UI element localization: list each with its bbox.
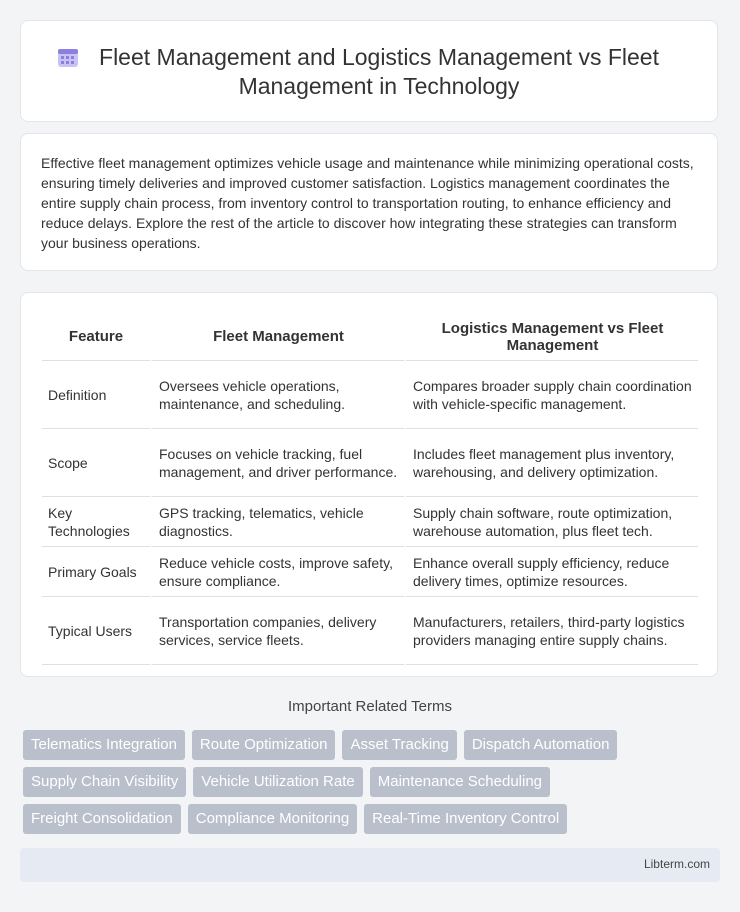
- tag-compliance-monitoring[interactable]: Compliance Monitoring: [188, 804, 357, 834]
- table-row: [42, 361, 698, 429]
- footer: [20, 848, 720, 882]
- table-cell: Scope: [42, 429, 150, 497]
- tag-vehicle-utilization-rate[interactable]: Vehicle Utilization Rate: [193, 767, 362, 797]
- table-row: [42, 497, 698, 547]
- comparison-table: [42, 313, 698, 665]
- table-header: Fleet Management: [150, 313, 404, 361]
- tag-row: [23, 730, 703, 760]
- table-cell: Reduce vehicle costs, improve safety, ensure compliance.: [150, 547, 404, 597]
- footer-source[interactable]: Libterm.com: [643, 857, 710, 871]
- table-cell: Primary Goals: [42, 547, 150, 597]
- tag-freight-consolidation[interactable]: Freight Consolidation: [23, 804, 181, 834]
- tag-maintenance-scheduling[interactable]: Maintenance Scheduling: [370, 767, 550, 797]
- table-header: Feature: [42, 313, 150, 361]
- comparison-card: [20, 292, 718, 677]
- title-card: [20, 20, 718, 122]
- table-cell: Typical Users: [42, 597, 150, 665]
- tag-supply-chain-visibility[interactable]: Supply Chain Visibility: [23, 767, 186, 797]
- table-cell: Includes fleet management plus inventory, warehousing, and delivery optimization.: [404, 429, 698, 497]
- table-cell: Key Technologies: [42, 497, 150, 547]
- table-cell: Oversees vehicle operations, maintenance, and scheduling.: [150, 361, 404, 429]
- related-terms-heading: Important Related Terms: [288, 698, 452, 715]
- table-cell: Manufacturers, retailers, third-party logistics providers managing entire supply chains.: [404, 597, 698, 665]
- page-title: Fleet Management and Logistics Management vs Fleet Management in Technology: [99, 44, 659, 99]
- tag-route-optimization[interactable]: Route Optimization: [192, 730, 336, 760]
- tag-row: [23, 804, 703, 834]
- table-cell: Supply chain software, route optimization, warehouse automation, plus fleet tech.: [404, 497, 698, 547]
- table-cell: Transportation companies, delivery services, service fleets.: [150, 597, 404, 665]
- tag-row: [23, 767, 703, 797]
- related-terms: [23, 730, 703, 841]
- table-cell: Compares broader supply chain coordination with vehicle-specific management.: [404, 361, 698, 429]
- intro-card: [20, 133, 718, 271]
- table-row: [42, 429, 698, 497]
- table-row: [42, 597, 698, 665]
- tag-asset-tracking[interactable]: Asset Tracking: [342, 730, 456, 760]
- table-header-row: [42, 313, 698, 361]
- table-cell: Focuses on vehicle tracking, fuel management, and driver performance.: [150, 429, 404, 497]
- tag-dispatch-automation[interactable]: Dispatch Automation: [464, 730, 618, 760]
- table-cell: Definition: [42, 361, 150, 429]
- table-cell: Enhance overall supply efficiency, reduce delivery times, optimize resources.: [404, 547, 698, 597]
- tag-telematics-integration[interactable]: Telematics Integration: [23, 730, 185, 760]
- tag-real-time-inventory-control[interactable]: Real-Time Inventory Control: [364, 804, 567, 834]
- intro-paragraph: Effective fleet management optimizes vehicle usage and maintenance while minimizing operational costs, ensuring timely deliveries and improved customer satisfaction. Logistics management coordinates the entire supply chain process, from inventory control to transportation routing, to enhance efficiency and reduce delays. Explore the rest of the article to discover how integrating these strategies can transform your business operations.: [41, 155, 694, 251]
- table-cell: GPS tracking, telematics, vehicle diagnostics.: [150, 497, 404, 547]
- table-header: Logistics Management vs Fleet Management: [404, 313, 698, 361]
- table-row: [42, 547, 698, 597]
